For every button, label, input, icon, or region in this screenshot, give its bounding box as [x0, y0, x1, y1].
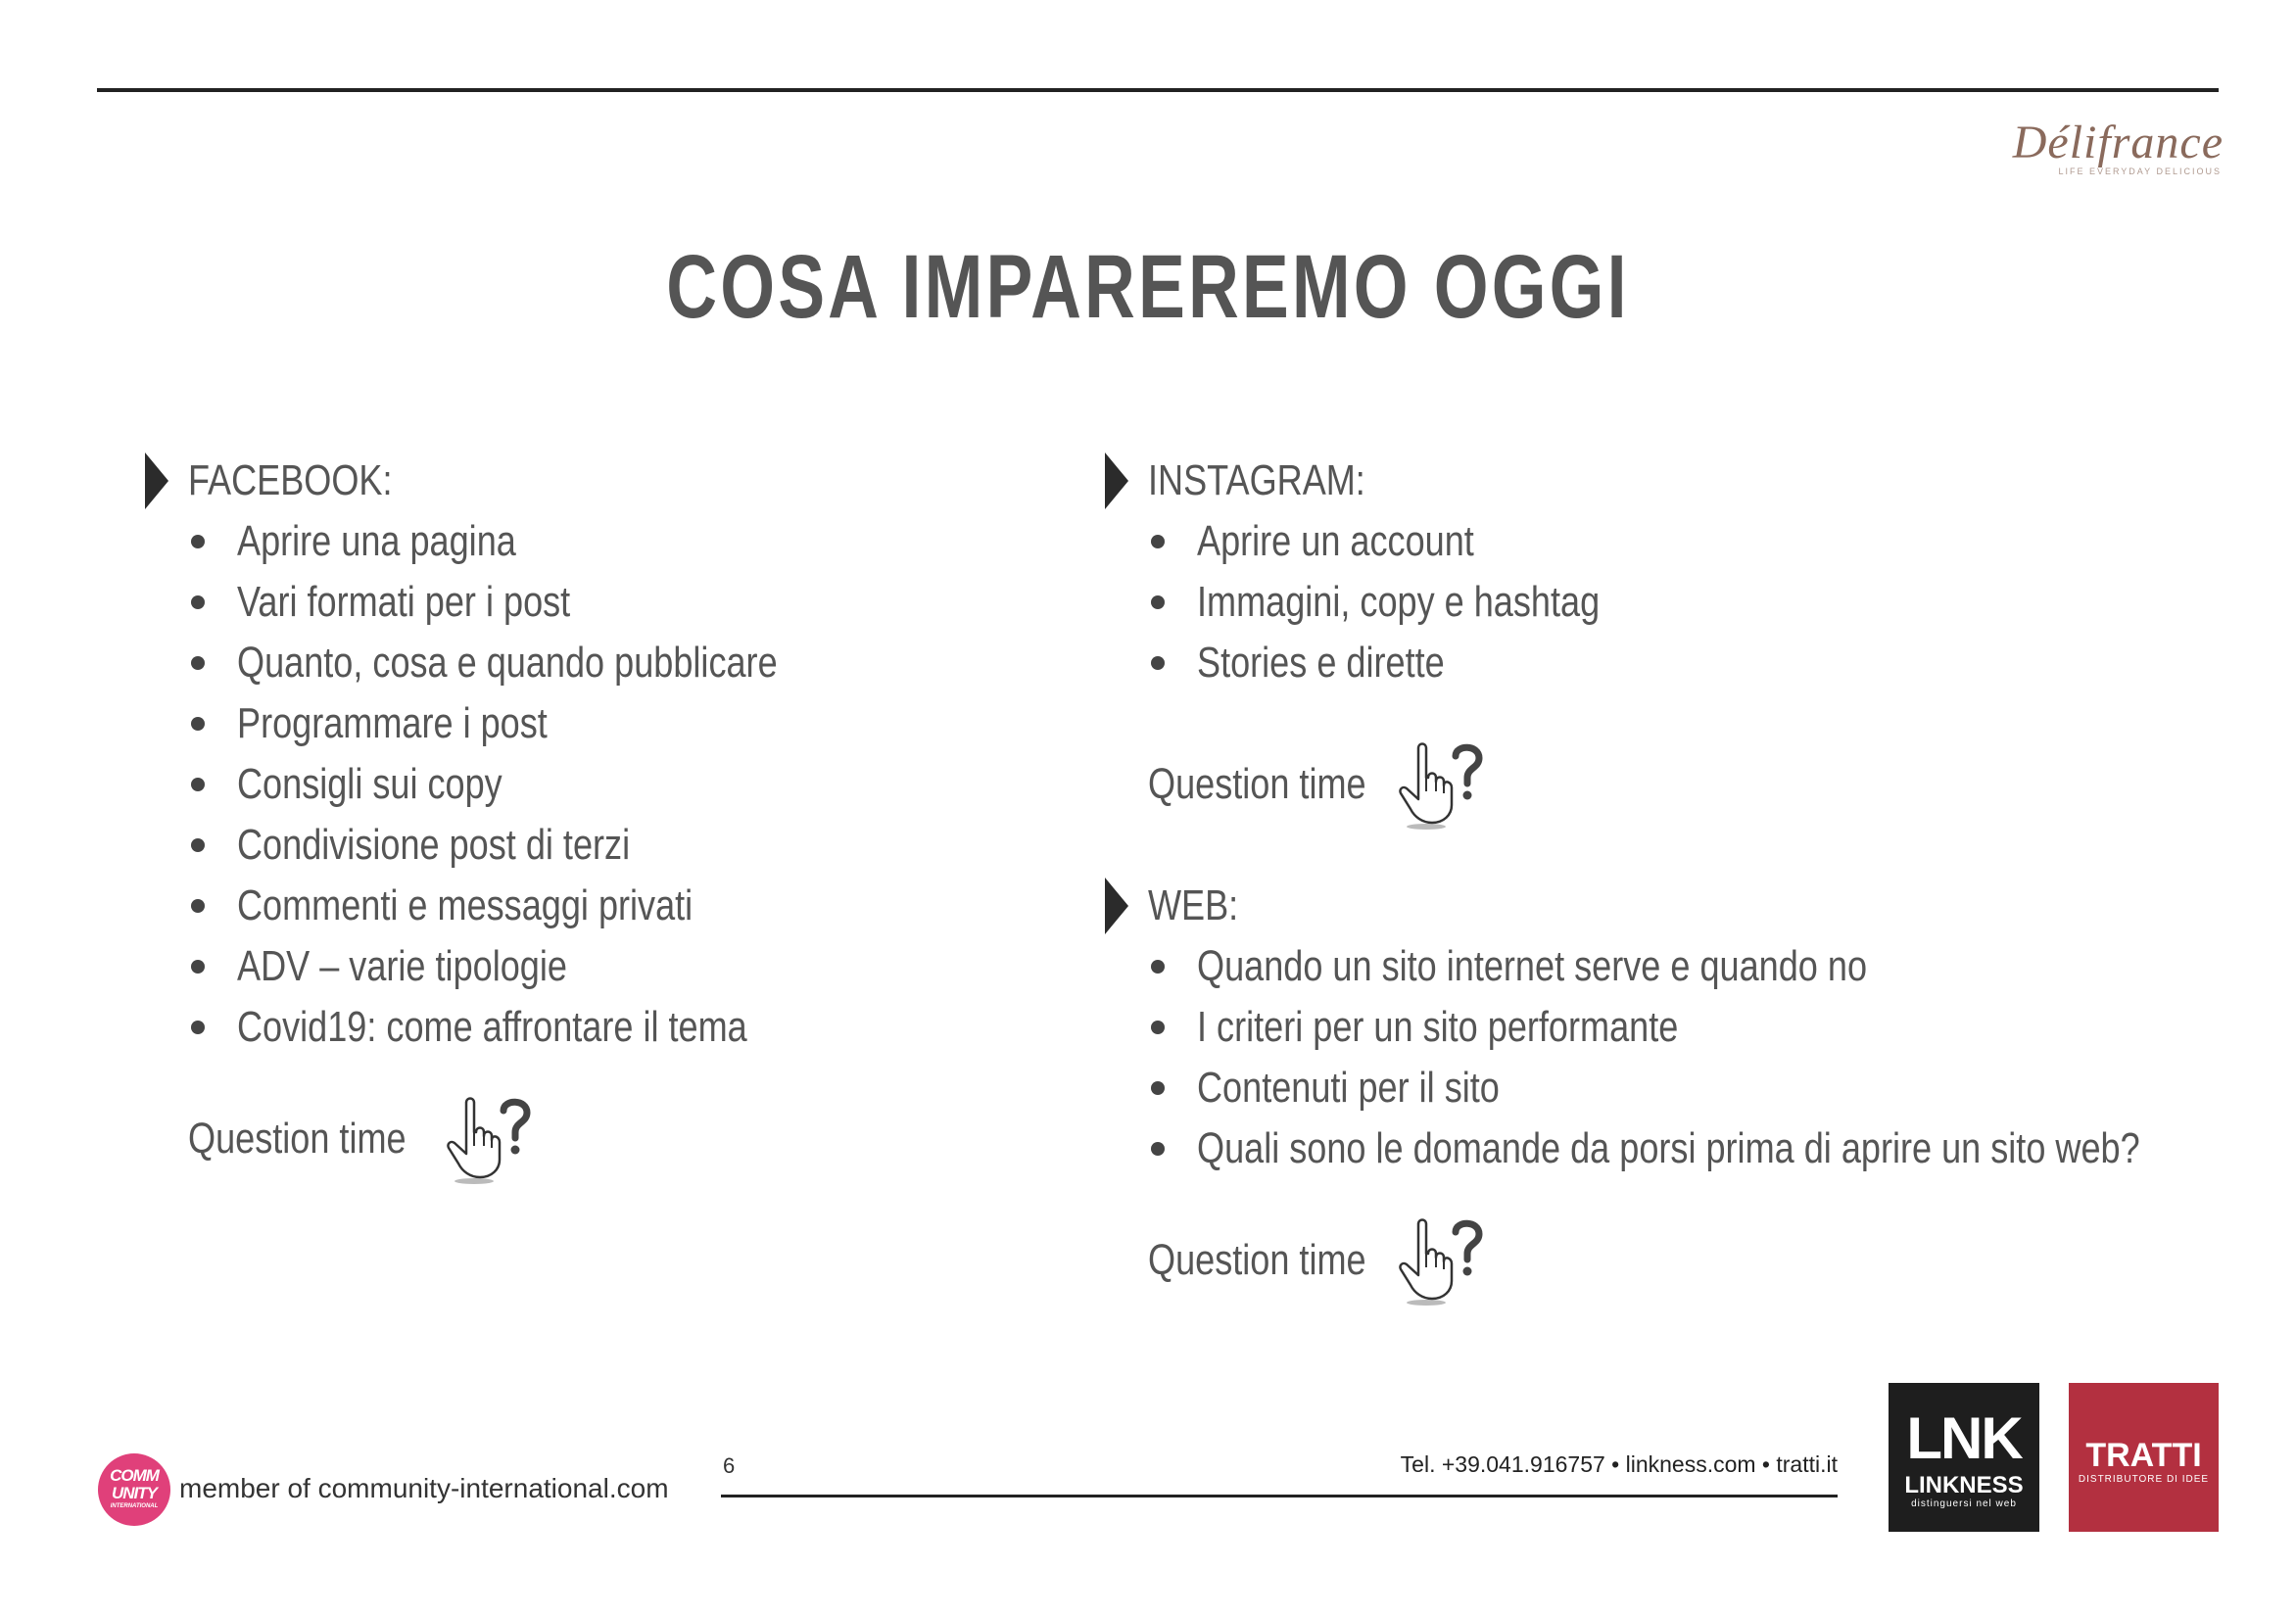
web-question-time — [1148, 1212, 1540, 1310]
footer-rule — [721, 1495, 1838, 1497]
instagram-question-time — [1148, 737, 1540, 834]
list-item — [145, 815, 1027, 876]
facebook-section — [145, 451, 1027, 1058]
list-item-text: Aprire una pagina — [237, 517, 516, 565]
instagram-section — [1105, 451, 2182, 693]
list-item — [1105, 511, 2182, 572]
triangle-bullet-icon — [1105, 878, 1128, 934]
facebook-heading-row — [145, 451, 1027, 511]
bullet-icon — [191, 1021, 205, 1034]
linkness-tagline: distinguersi nel web — [1911, 1498, 2017, 1509]
contact-info: Tel. +39.041.916757 • linkness.com • tratti.it — [1400, 1451, 1838, 1477]
list-item — [145, 936, 1027, 997]
list-item — [1105, 572, 2182, 633]
bullet-icon — [191, 656, 205, 670]
facebook-list — [145, 511, 1027, 1058]
pointing-hand-question-icon — [1393, 1212, 1491, 1310]
tratti-tagline: DISTRIBUTORE DI IDEE — [2078, 1474, 2210, 1485]
bullet-icon — [1151, 595, 1165, 609]
list-item-text: Stories e dirette — [1197, 639, 1445, 687]
linkness-logo — [1889, 1383, 2039, 1532]
web-heading: WEB: — [1148, 881, 1239, 929]
list-item-text: Quali sono le domande da porsi prima di aprire un sito web? — [1197, 1124, 2140, 1172]
bullet-icon — [1151, 1081, 1165, 1095]
list-item — [1105, 633, 2182, 693]
instagram-heading: INSTAGRAM: — [1148, 456, 1365, 504]
web-list — [1105, 936, 2231, 1179]
bullet-icon — [1151, 656, 1165, 670]
tratti-name: TRATTI — [2085, 1437, 2202, 1474]
list-item-text: Vari formati per i post — [237, 578, 571, 626]
page-number: 6 — [723, 1453, 736, 1478]
bullet-icon — [1151, 1142, 1165, 1156]
instagram-heading-row — [1105, 451, 2182, 511]
bullet-icon — [191, 960, 205, 974]
community-logo-line1: COMM — [110, 1466, 159, 1485]
list-item — [145, 754, 1027, 815]
list-item-text: Quanto, cosa e quando pubblicare — [237, 639, 778, 687]
question-time-label: Question time — [188, 1115, 407, 1163]
bullet-icon — [1151, 535, 1165, 548]
list-item — [145, 572, 1027, 633]
list-item-text: Consigli sui copy — [237, 760, 502, 808]
list-item-text: Covid19: come affrontare il tema — [237, 1003, 747, 1051]
list-item — [145, 997, 1027, 1058]
pointing-hand-question-icon — [1393, 737, 1491, 834]
bullet-icon — [191, 778, 205, 791]
brand-name: Délifrance — [2012, 117, 2224, 168]
list-item — [145, 876, 1027, 936]
pointing-hand-question-icon — [441, 1091, 539, 1189]
community-international-logo — [98, 1453, 170, 1526]
list-item — [1105, 1118, 2231, 1179]
list-item — [1105, 997, 2231, 1058]
list-item-text: Contenuti per il sito — [1197, 1064, 1500, 1112]
facebook-heading: FACEBOOK: — [188, 456, 393, 504]
brand-tagline: LIFE EVERYDAY DELICIOUS — [2058, 166, 2222, 176]
list-item-text: ADV – varie tipologie — [237, 942, 567, 990]
linkness-mark: LNK — [1906, 1405, 2022, 1471]
linkness-name: LINKNESS — [1904, 1472, 2024, 1498]
list-item-text: Quando un sito internet serve e quando no — [1197, 942, 1868, 990]
list-item — [145, 693, 1027, 754]
list-item — [1105, 1058, 2231, 1118]
web-heading-row — [1105, 876, 2231, 936]
question-time-label: Question time — [1148, 1236, 1366, 1284]
list-item — [145, 511, 1027, 572]
list-item-text: Commenti e messaggi privati — [237, 881, 694, 929]
list-item-text: I criteri per un sito performante — [1197, 1003, 1679, 1051]
header-rule — [97, 88, 2219, 92]
delifrance-logo — [1983, 116, 2224, 184]
list-item-text: Programmare i post — [237, 699, 548, 747]
instagram-list — [1105, 511, 2182, 693]
facebook-question-time — [188, 1091, 580, 1189]
web-section — [1105, 876, 2231, 1179]
bullet-icon — [191, 535, 205, 548]
question-time-label: Question time — [1148, 760, 1366, 808]
bullet-icon — [191, 717, 205, 731]
bullet-icon — [191, 899, 205, 913]
bullet-icon — [191, 595, 205, 609]
list-item-text: Aprire un account — [1197, 517, 1474, 565]
tratti-logo — [2069, 1383, 2219, 1532]
list-item-text: Condivisione post di terzi — [237, 821, 631, 869]
bullet-icon — [1151, 1021, 1165, 1034]
community-logo-line3: INTERNATIONAL — [110, 1503, 159, 1509]
community-member-text: member of community-international.com — [179, 1473, 669, 1503]
community-logo-line2: UNITY — [112, 1484, 157, 1502]
bullet-icon — [191, 838, 205, 852]
list-item — [145, 633, 1027, 693]
page-title: COSA IMPAREREMO OGGI — [666, 237, 1630, 337]
list-item — [1105, 936, 2231, 997]
triangle-bullet-icon — [1105, 452, 1128, 509]
list-item-text: Immagini, copy e hashtag — [1197, 578, 1601, 626]
bullet-icon — [1151, 960, 1165, 974]
triangle-bullet-icon — [145, 452, 168, 509]
